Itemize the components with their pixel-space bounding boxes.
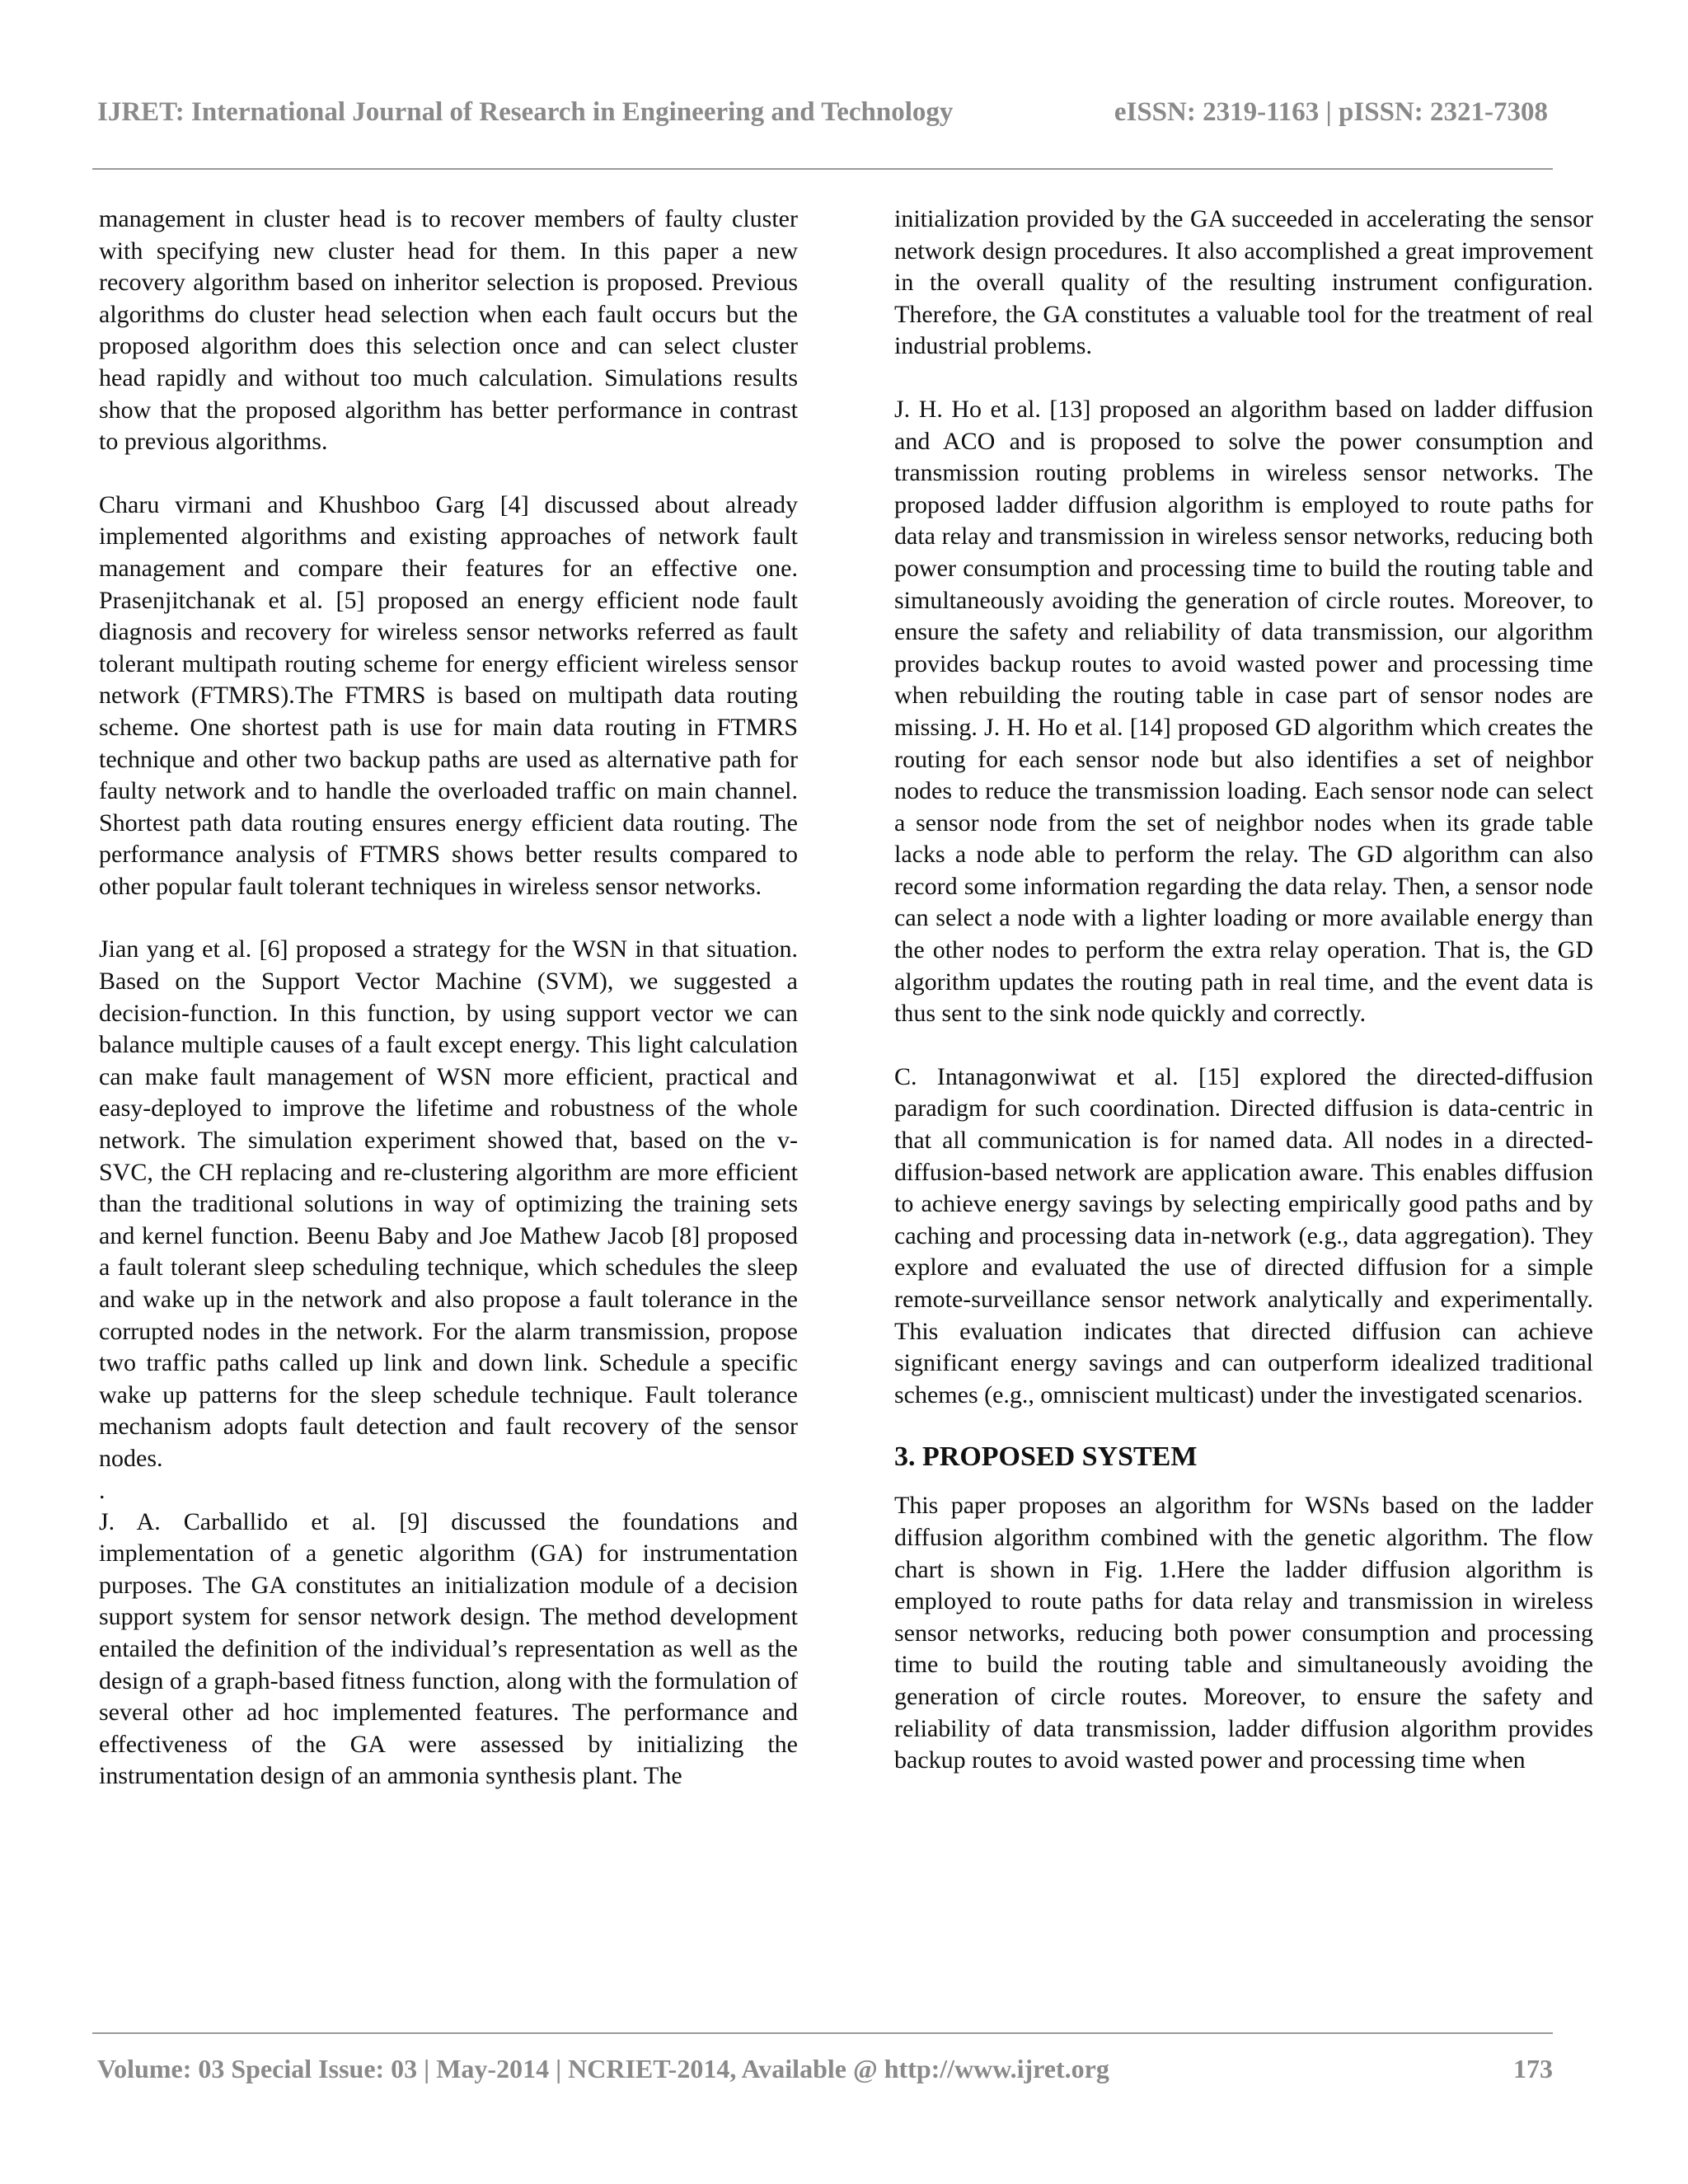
issn-line: eISSN: 2319-1163 | pISSN: 2321-7308 xyxy=(1114,97,1548,127)
stray-period: . xyxy=(99,1476,106,1504)
page-number: 173 xyxy=(1513,2054,1553,2083)
running-footer xyxy=(97,2054,1553,2084)
left-paragraph-2: Charu virmani and Khushboo Garg [4] discussed about already implemented algorithms and existing approaches of network fault management and compare their features for an effective one. Prasenjitchanak et al. [5] proposed an energy efficient node fault diagnosis and recovery for wireless sensor networks referred as fault tolerant multipath routing scheme for energy efficient wireless sensor network (FTMRS).The FTMRS is based on multipath data routing scheme. One shortest path is use for main data routing in FTMRS technique and other two backup paths are used as alternative path for faulty network and to handle the overloaded traffic on main channel. Shortest path data routing ensures energy efficient data routing. The performance analysis of FTMRS shows better results compared to other popular fault tolerant techniques in wireless sensor networks. xyxy=(99,490,798,900)
right-paragraph-1: initialization provided by the GA succeeded in accelerating the sensor network design procedures. It also accomplished a great improvement in the overall quality of the resulting instrument configuration. Therefore, the GA constitutes a valuable tool for the treatment of real industrial problems. xyxy=(894,205,1593,360)
right-column xyxy=(894,204,1593,1808)
left-column xyxy=(99,204,798,1824)
running-header xyxy=(97,97,1548,128)
right-paragraph-3: C. Intanagonwiwat et al. [15] explored the directed-diffusion paradigm for such coordination. Directed diffusion is data-centric in that all communication is for named data. All nodes in a directed-diffusion-based network are application aware. This enables diffusion to achieve energy savings by selecting empirically good paths and by caching and processing data in-network (e.g., data aggregation). They explore and evaluated the use of directed diffusion for a simple remote-surveillance sensor network analytically and experimentally. This evaluation indicates that directed diffusion can achieve significant energy savings and can outperform idealized traditional schemes (e.g., omniscient multicast) under the investigated scenarios. xyxy=(894,1062,1593,1408)
left-paragraph-3: Jian yang et al. [6] proposed a strategy for the WSN in that situation. Based on the Support Vector Machine (SVM), we suggested a decision-function. In this function, by using support vector we can balance multiple causes of a fault except energy. This light calculation can make fault management of WSN more efficient, practical and easy-deployed to improve the lifetime and robustness of the whole network. The simulation experiment showed that, based on the v-SVC, the CH replacing and re-clustering algorithm are more efficient than the traditional solutions in way of optimizing the training sets and kernel function. Beenu Baby and Joe Mathew Jacob [8] proposed a fault tolerant sleep scheduling technique, which schedules the sleep and wake up in the network and also propose a fault tolerance in the corrupted nodes in the network. For the alarm transmission, propose two traffic paths called up link and down link. Schedule a specific wake up patterns for the sleep schedule technique. Fault tolerance mechanism adopts fault detection and fault recovery of the sensor nodes. xyxy=(99,935,798,1472)
footer-divider xyxy=(92,2032,1553,2034)
header-divider xyxy=(92,168,1553,170)
right-paragraph-2: J. H. Ho et al. [13] proposed an algorithm based on ladder diffusion and ACO and is proposed to solve the power consumption and transmission routing problems in wireless sensor networks. The proposed ladder diffusion algorithm is employed to route paths for data relay and transmission in wireless sensor networks, reducing both power consumption and processing time to build the routing table and simultaneously avoiding the generation of circle routes. Moreover, to ensure the safety and reliability of data transmission, our algorithm provides backup routes to avoid wasted power and processing time when rebuilding the routing table in case part of sensor nodes are missing. J. H. Ho et al. [14] proposed GD algorithm which creates the routing for each sensor node but also identifies a set of neighbor nodes to reduce the transmission loading. Each sensor node can select a sensor node from the set of neighbor nodes when its grade table lacks a node able to perform the relay. The GD algorithm can also record some information regarding the data relay. Then, a sensor node can select a node with a lighter loading or more available energy than the other nodes to perform the extra relay operation. That is, the GD algorithm updates the routing path in real time, and the event data is thus sent to the sink node quickly and correctly. xyxy=(894,395,1593,1028)
journal-title: IJRET: International Journal of Research in Engineering and Technology xyxy=(97,97,954,127)
left-paragraph-1: management in cluster head is to recover members of faulty cluster with specifying new cluster head for them. In this paper a new recovery algorithm based on inheritor selection is proposed. Previous algorithms do cluster head selection when each fault occurs but the proposed algorithm does this selection once and can select cluster head rapidly and without too much calculation. Simulations results show that the proposed algorithm has better performance in contrast to previous algorithms. xyxy=(99,205,798,456)
left-paragraph-4: J. A. Carballido et al. [9] discussed the foundations and implementation of a genetic algorithm (GA) for instrumentation purposes. The GA constitutes an initialization module of a decision support system for sensor network design. The method development entailed the definition of the individual’s representation as well as the design of a graph-based fitness function, along with the formulation of several other ad hoc implemented features. The performance and effectiveness of the GA were assessed by initializing the instrumentation design of an ammonia synthesis plant. The xyxy=(99,1507,798,1790)
footer-citation: Volume: 03 Special Issue: 03 | May-2014 | NCRIET-2014, Available @ http://www.ijret.org xyxy=(97,2054,1109,2083)
section-heading: 3. PROPOSED SYSTEM xyxy=(894,1441,1198,1473)
right-paragraph-4: This paper proposes an algorithm for WSNs based on the ladder diffusion algorithm combined with the genetic algorithm. The flow chart is shown in Fig. 1.Here the ladder diffusion algorithm is employed to route paths for data relay and transmission in wireless sensor networks, reducing both power consumption and processing time to build the routing table and simultaneously avoiding the generation of circle routes. Moreover, to ensure the safety and reliability of data transmission, ladder diffusion algorithm provides backup routes to avoid wasted power and processing time when xyxy=(894,1492,1593,1774)
